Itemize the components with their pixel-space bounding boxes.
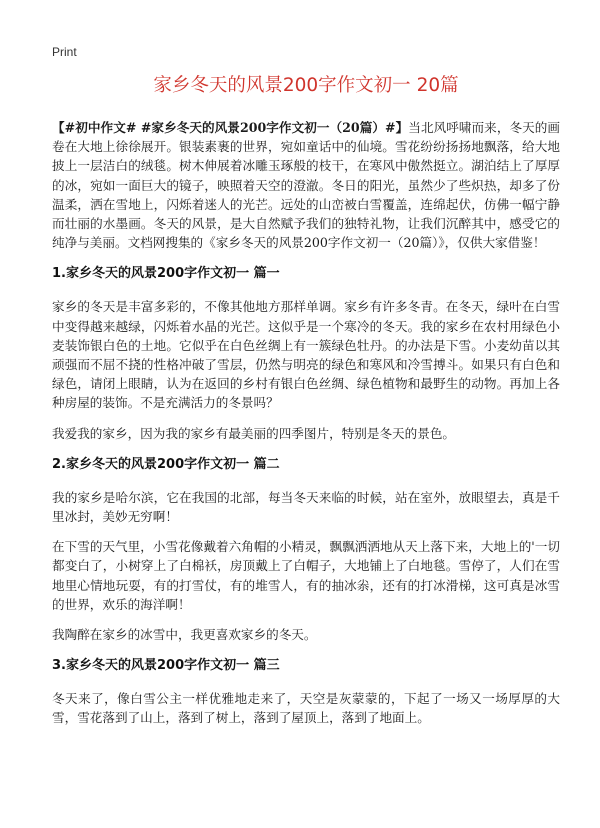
section-paragraph: 冬天来了，像白雪公主一样优雅地走来了，天空是灰蒙蒙的，下起了一场又一场厚厚的大雪，雪花落到了山上，落到了树上，落到了屋顶上，落到了地面上。 bbox=[52, 691, 560, 726]
section-paragraph: 我爱我的家乡，因为我的家乡有最美丽的四季图片，特别是冬天的景色。 bbox=[52, 425, 455, 441]
section-1 bbox=[52, 264, 560, 442]
intro-text: 当北风呼啸而来，冬天的画卷在大地上徐徐展开。银装素裹的世界，宛如童话中的仙境。雪花纷纷扬扬地飘落，给大地披上一层洁白的绒毯。树木伸展着冰雕玉琢般的枝干，在寒风中傲然挺立。湖泊结上了厚厚的冰，宛如一面巨大的镜子，映照着天空的澄澈。冬日的阳光，虽然少了些炽热，却多了份温柔，洒在雪地上，闪烁着迷人的光芒。远处的山峦被白雪覆盖，连绵起伏，仿佛一幅宁静而壮丽的水墨画。冬天的风景，是大自然赋予我们的独特礼物，让我们沉醉其中，感受它的纯净与美丽。文档网搜集的《家乡冬天的风景200字作文初一（20篇）》，仅供大家借鉴！ bbox=[52, 120, 560, 251]
print-label: Print bbox=[52, 45, 77, 59]
section-heading: 1.家乡冬天的风景200字作文初一 篇一 bbox=[52, 266, 280, 282]
intro-paragraph bbox=[52, 118, 560, 252]
section-heading: 2.家乡冬天的风景200字作文初一 篇二 bbox=[52, 456, 280, 472]
section-3 bbox=[52, 656, 560, 727]
section-paragraph: 在下雪的天气里，小雪花像戴着六角帽的小精灵，飘飘洒洒地从天上落下来，大地上的'一切都变白了，小树穿上了白棉袄，房顶戴上了白帽子，大地铺上了白地毯。雪停了，人们在雪地里心情地玩耍，有的打雪仗，有的堆雪人，有的抽冰尜，还有的打冰滑梯，这可真是冰雪的世界，欢乐的海洋啊！ bbox=[52, 539, 560, 612]
intro-tag: 【#初中作文# #家乡冬天的风景200字作文初一（20篇）#】 bbox=[52, 120, 409, 135]
document-title: 家乡冬天的风景200字作文初一 20篇 bbox=[153, 75, 459, 96]
section-2 bbox=[52, 455, 560, 644]
section-heading: 3.家乡冬天的风景200字作文初一 篇三 bbox=[52, 658, 280, 674]
section-paragraph: 家乡的冬天是丰富多彩的，不像其他地方那样单调。家乡有许多冬青。在冬天，绿叶在白雪中变得越来越绿，闪烁着水晶的光芒。这似乎是一个寒冷的冬天。我的家乡在农村用绿色小麦装饰银白色的土地。它似乎在白色丝绸上有一簇绿色牡丹。的办法是下雪。小麦幼苗以其顽强而不屈不挠的性格冲破了雪层，仍然与明亮的绿色和寒风和冷雪搏斗。如果只有白色和绿色，请闭上眼睛，认为在返回的乡村有银白色丝绸、绿色植物和最野生的动物。再加上各种房屋的装饰。不是充满活力的冬景吗？ bbox=[52, 299, 560, 411]
section-paragraph: 我陶醉在家乡的冰雪中，我更喜欢家乡的冬天。 bbox=[52, 627, 317, 643]
section-paragraph: 我的家乡是哈尔滨，它在我国的北部，每当冬天来临的时候，站在室外，放眼望去，真是千里冰封，美妙无穷啊！ bbox=[52, 489, 560, 525]
